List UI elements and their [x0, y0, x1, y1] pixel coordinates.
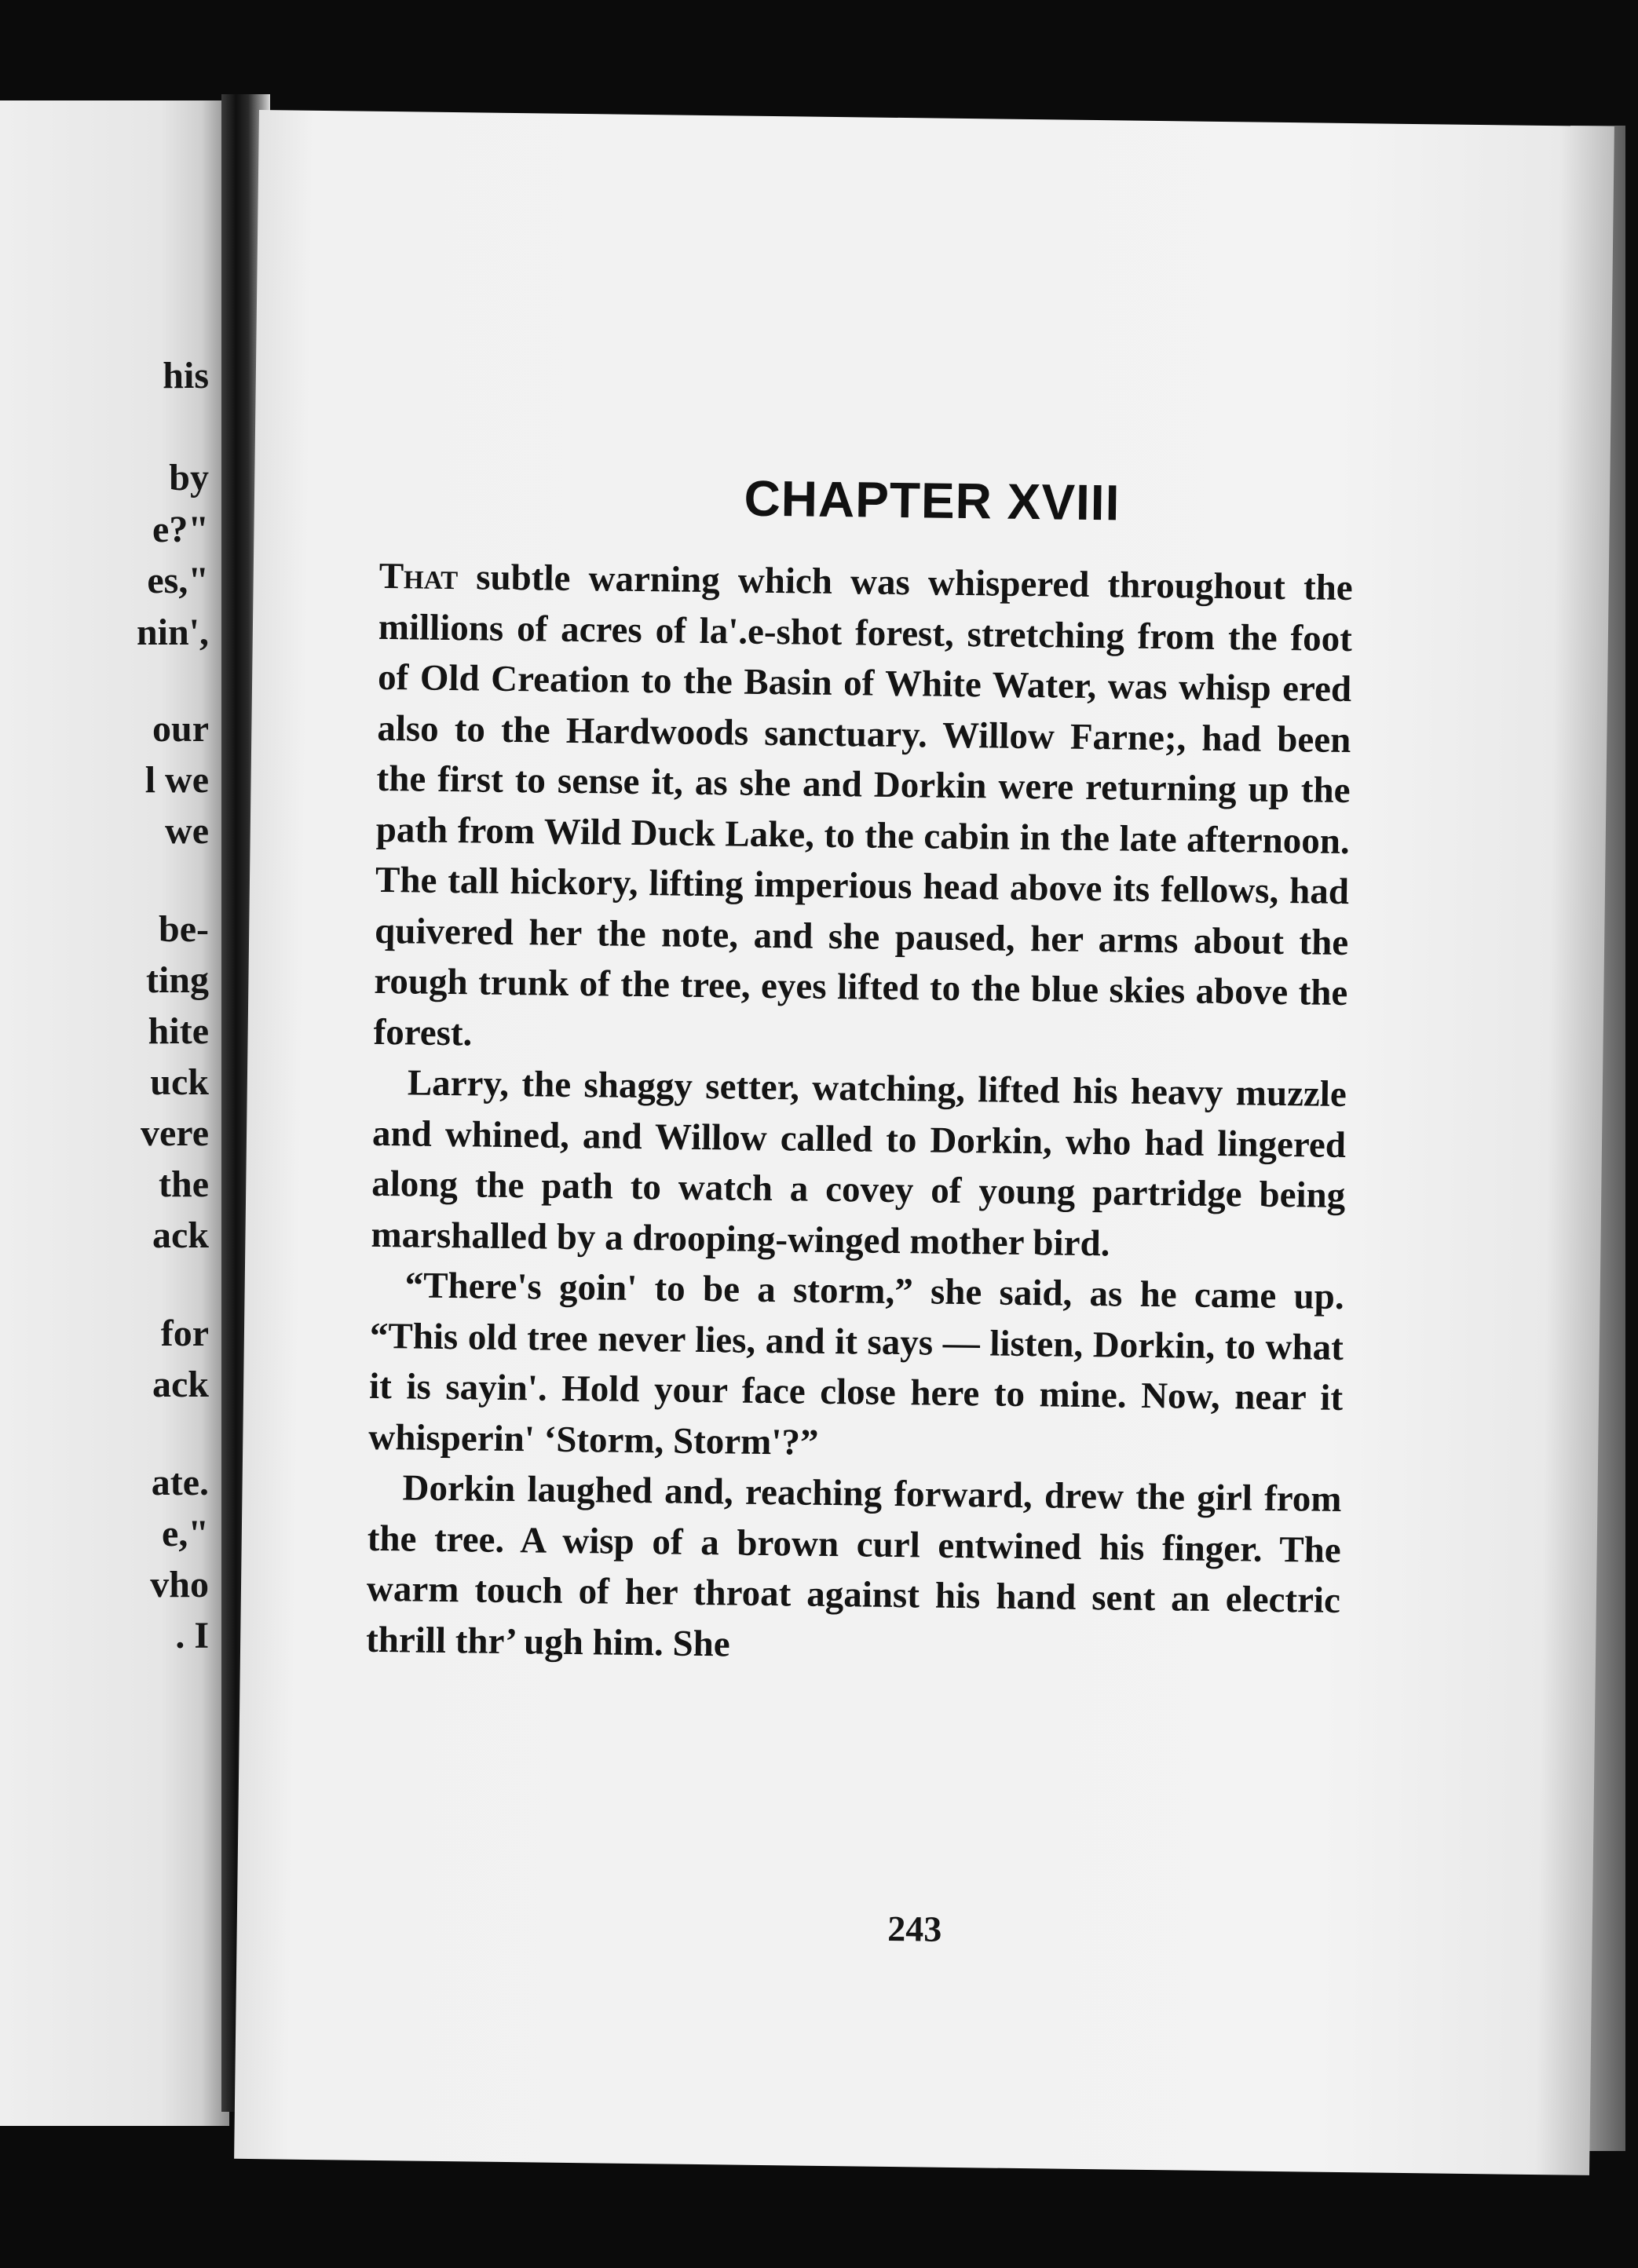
previous-page-line: ack — [152, 1364, 209, 1405]
previous-page-line: hite — [148, 1010, 209, 1052]
opening-word: That — [378, 555, 459, 598]
previous-page-line: ting — [145, 959, 209, 1001]
current-page — [234, 110, 1614, 2175]
paragraph: Larry, the shaggy setter, watching, lifted his heavy muzzle and whined, and Willow called to Dorkin, who had lingered along the path to watch a covey of young partridge being marshalled by a drooping-winged mother bird. — [371, 1062, 1347, 1264]
previous-page-line: l we — [144, 759, 209, 801]
chapter-body — [366, 551, 1353, 1677]
previous-page-line: uck — [150, 1061, 209, 1103]
previous-page-line: vho — [150, 1564, 209, 1605]
previous-page-line: . I — [175, 1615, 209, 1656]
previous-page-line: be- — [159, 908, 209, 950]
paragraph — [373, 551, 1353, 1069]
previous-page-line: ate. — [151, 1462, 209, 1503]
paragraph-text: subtle warning which was whispered throughout the millions of acres of la'.e-shot forest, stretching from the foot of Old Creation to the Basin of White Water, was whisp ered also to the Hardwoods sanctuary. Willow Farne;, had been the first to sense it, as she and Dorkin were returning up the path from Wild Duck Lake, to the cabin in the late afternoon. The tall hickory, lifting imperious head above its fellows, had quivered her the note, and she paused, her arms about the rough trunk of the tree, eyes lifted to the blue skies above the forest. — [373, 557, 1353, 1054]
previous-page-line: vere — [140, 1112, 209, 1154]
previous-page — [0, 100, 229, 2126]
previous-page-line: nin', — [136, 612, 209, 653]
previous-page-line: his — [163, 355, 209, 396]
previous-page-line: by — [169, 457, 209, 499]
paragraph: “There's goin' to be a storm,” she said, as he came up. “This old tree never lies, and it says — listen, Dorkin, to what it is sayin'. Hold your face close here to mine. Now, near it whisperin' ‘Storm, Storm'?” — [368, 1265, 1344, 1463]
previous-page-line: e," — [162, 1513, 209, 1554]
previous-page-line: for — [160, 1313, 209, 1354]
previous-page-line: ack — [152, 1214, 209, 1256]
paragraph: Dorkin laughed and, reaching forward, drew the girl from the tree. A wisp of a brown curl entwined his finger. The warm touch of her throat against his hand sent an electric thrill thr’ ugh him. She — [365, 1467, 1342, 1664]
previous-page-line: our — [152, 708, 209, 750]
page-number: 243 — [887, 1908, 942, 1949]
previous-page-line: the — [159, 1163, 209, 1205]
previous-page-line: es," — [147, 560, 209, 601]
chapter-title: CHAPTER XVIII — [744, 469, 1121, 531]
previous-page-line: e?" — [152, 509, 209, 550]
previous-page-line: we — [165, 810, 209, 852]
